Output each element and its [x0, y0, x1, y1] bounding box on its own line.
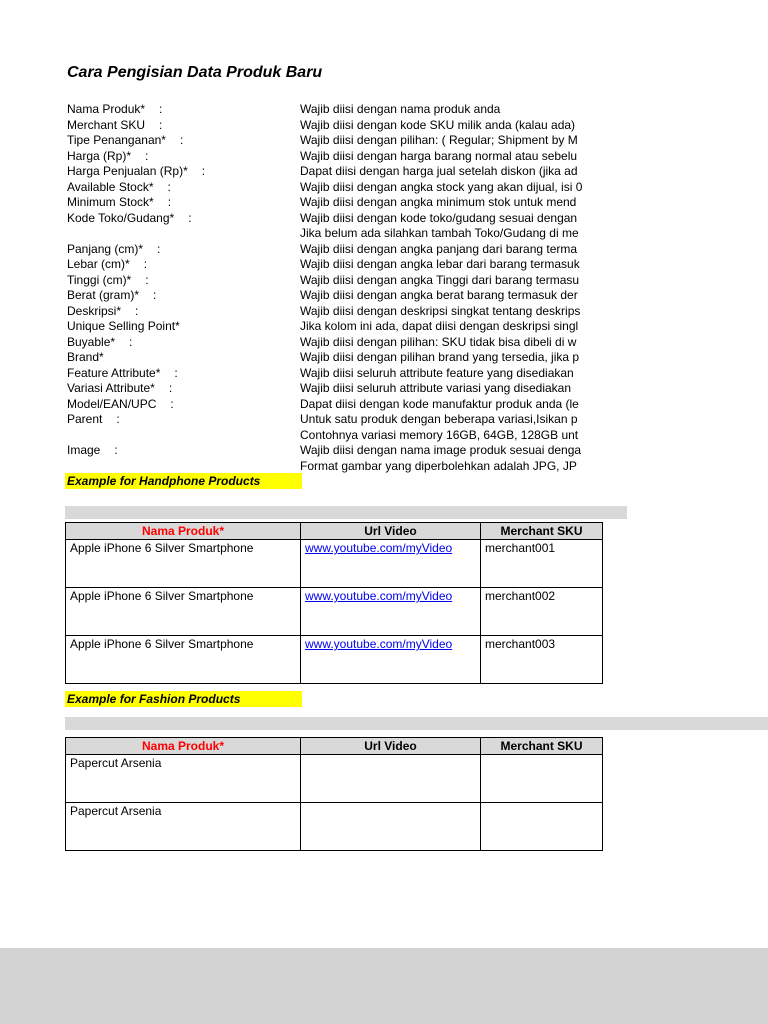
field-description: Wajib diisi seluruh attribute feature yang disediakan: [300, 365, 574, 380]
field-description: Format gambar yang diperbolehkan adalah JPG, JP: [300, 458, 577, 473]
field-row: [67, 195, 768, 211]
section-heading-fashion: Example for Fashion Products: [65, 691, 302, 707]
merchant-sku-cell: merchant003: [481, 636, 603, 684]
field-list: [67, 102, 768, 474]
table-row: [66, 755, 603, 803]
field-row: [67, 397, 768, 413]
field-description: Dapat diisi dengan harga jual setelah diskon (jika ad: [300, 164, 578, 178]
field-label: Merchant SKU: [67, 117, 146, 132]
field-description: Jika kolom ini ada, dapat diisi dengan deskripsi singl: [300, 319, 579, 333]
field-colon: :: [170, 396, 174, 411]
field-colon: :: [167, 195, 172, 209]
field-description: Wajib diisi dengan angka minimum stok untuk mend: [300, 195, 577, 209]
merchant-sku-cell: [481, 755, 603, 803]
field-row: [67, 428, 768, 444]
col-header-merchant-sku: Merchant SKU: [481, 738, 603, 755]
field-colon: :: [114, 443, 118, 457]
field-description: Wajib diisi dengan pilihan brand yang tersedia, jika p: [300, 350, 580, 364]
merchant-sku-cell: [481, 803, 603, 851]
field-description: Jika belum ada silahkan tambah Toko/Gudang di me: [300, 226, 579, 240]
field-label: Tipe Penanganan*: [67, 133, 166, 147]
field-row: [67, 381, 768, 397]
product-name-cell: Apple iPhone 6 Silver Smartphone: [66, 540, 301, 588]
col-header-nama-produk: Nama Produk*: [66, 523, 301, 540]
field-description: Wajib diisi dengan nama image produk sesuai denga: [300, 443, 582, 457]
field-label: Buyable*: [67, 334, 116, 349]
handphone-example-table: [65, 522, 603, 684]
field-row: [67, 443, 768, 459]
field-row: [67, 242, 768, 258]
field-description: Wajib diisi dengan angka berat barang termasuk der: [300, 288, 578, 302]
merchant-sku-cell: merchant001: [481, 540, 603, 588]
field-label: Harga (Rp)*: [67, 148, 132, 163]
field-row: [67, 350, 768, 366]
col-header-merchant-sku: Merchant SKU: [481, 523, 603, 540]
field-row: [67, 180, 768, 196]
merchant-sku-cell: merchant002: [481, 588, 603, 636]
field-row: [67, 412, 768, 428]
col-header-url-video: Url Video: [301, 523, 481, 540]
field-colon: :: [174, 365, 178, 380]
field-row: [67, 304, 768, 320]
field-row: [67, 149, 768, 165]
field-label: Panjang (cm)*: [67, 241, 144, 256]
field-description: Wajib diisi dengan deskripsi singkat tentang deskrips: [300, 303, 581, 318]
table-row: [66, 588, 603, 636]
field-description: Wajib diisi dengan angka Tinggi dari barang termasu: [300, 272, 580, 287]
field-colon: :: [116, 412, 120, 426]
field-label: Unique Selling Point*: [67, 319, 180, 333]
field-colon: :: [188, 210, 192, 225]
product-name-cell: Apple iPhone 6 Silver Smartphone: [66, 588, 301, 636]
col-header-url-video: Url Video: [301, 738, 481, 755]
field-row: [67, 366, 768, 382]
field-description: Wajib diisi dengan pilihan: ( Regular; Shipment by M: [300, 133, 578, 147]
field-row: [67, 335, 768, 351]
field-label: Berat (gram)*: [67, 288, 140, 302]
field-colon: :: [157, 241, 161, 256]
field-colon: :: [129, 334, 133, 349]
url-video-cell: [301, 803, 481, 851]
field-label: Parent: [67, 412, 103, 426]
field-row: [67, 118, 768, 134]
table-row: [66, 636, 603, 684]
field-colon: :: [135, 303, 139, 318]
table-top-band: [65, 506, 627, 519]
field-label: Brand*: [67, 350, 104, 364]
video-link[interactable]: www.youtube.com/myVideo: [305, 589, 453, 603]
product-name-cell: Apple iPhone 6 Silver Smartphone: [66, 636, 301, 684]
product-name-cell: Papercut Arsenia: [66, 755, 301, 803]
field-description: Wajib diisi dengan pilihan: SKU tidak bisa dibeli di w: [300, 334, 577, 349]
field-label: Harga Penjualan (Rp)*: [67, 164, 188, 178]
url-video-cell: [301, 636, 481, 684]
fashion-example-table: [65, 737, 603, 851]
field-colon: :: [201, 164, 206, 178]
page-title: Cara Pengisian Data Produk Baru: [67, 64, 323, 81]
field-label: Minimum Stock*: [67, 195, 154, 209]
field-colon: :: [159, 102, 163, 116]
field-label: Kode Toko/Gudang*: [67, 210, 175, 225]
field-description: Contohnya variasi memory 16GB, 64GB, 128GB unt: [300, 427, 579, 442]
field-colon: :: [153, 288, 157, 302]
field-description: Wajib diisi seluruh attribute variasi yang disediakan: [300, 381, 572, 395]
field-description: Wajib diisi dengan kode toko/gudang sesuai dengan: [300, 210, 578, 225]
field-description: Dapat diisi dengan kode manufaktur produk anda (le: [300, 396, 579, 411]
field-row: [67, 164, 768, 180]
field-label: Available Stock*: [67, 179, 154, 194]
field-row: [67, 273, 768, 289]
field-description: Wajib diisi dengan kode SKU milik anda (kalau ada): [300, 117, 576, 132]
field-row: [67, 459, 768, 475]
field-label: Nama Produk*: [67, 102, 146, 116]
field-colon: :: [145, 148, 149, 163]
field-row: [67, 211, 768, 227]
field-colon: :: [168, 381, 173, 395]
table-header-row: [66, 738, 603, 755]
field-colon: :: [159, 117, 163, 132]
field-row: [67, 226, 768, 242]
field-colon: :: [145, 272, 149, 287]
table-row: [66, 803, 603, 851]
video-link[interactable]: www.youtube.com/myVideo: [305, 541, 453, 555]
table-top-band: [65, 717, 768, 730]
url-video-cell: [301, 540, 481, 588]
field-row: [67, 319, 768, 335]
url-video-cell: [301, 755, 481, 803]
field-colon: :: [179, 133, 184, 147]
product-name-cell: Papercut Arsenia: [66, 803, 301, 851]
field-description: Wajib diisi dengan angka stock yang akan dijual, isi 0: [300, 179, 583, 194]
col-header-nama-produk: Nama Produk*: [66, 738, 301, 755]
field-label: Model/EAN/UPC: [67, 396, 157, 411]
field-description: Wajib diisi dengan nama produk anda: [300, 102, 501, 116]
field-row: [67, 133, 768, 149]
field-description: Wajib diisi dengan angka panjang dari barang terma: [300, 241, 578, 256]
field-label: Variasi Attribute*: [67, 381, 155, 395]
table-row: [66, 540, 603, 588]
video-link[interactable]: www.youtube.com/myVideo: [305, 637, 453, 651]
field-label: Image: [67, 443, 101, 457]
field-label: Lebar (cm)*: [67, 257, 130, 271]
url-video-cell: [301, 588, 481, 636]
page-end-gutter: [0, 948, 768, 1024]
field-label: Feature Attribute*: [67, 365, 161, 380]
field-row: [67, 102, 768, 118]
table-header-row: [66, 523, 603, 540]
field-row: [67, 257, 768, 273]
field-row: [67, 288, 768, 304]
field-colon: :: [167, 179, 171, 194]
field-description: Untuk satu produk dengan beberapa variasi,Isikan p: [300, 412, 578, 426]
field-label: Tinggi (cm)*: [67, 272, 132, 287]
field-description: Wajib diisi dengan harga barang normal atau sebelu: [300, 148, 578, 163]
field-label: Deskripsi*: [67, 303, 122, 318]
field-description: Wajib diisi dengan angka lebar dari barang termasuk: [300, 257, 580, 271]
section-heading-handphone: Example for Handphone Products: [65, 473, 302, 489]
field-colon: :: [143, 257, 148, 271]
